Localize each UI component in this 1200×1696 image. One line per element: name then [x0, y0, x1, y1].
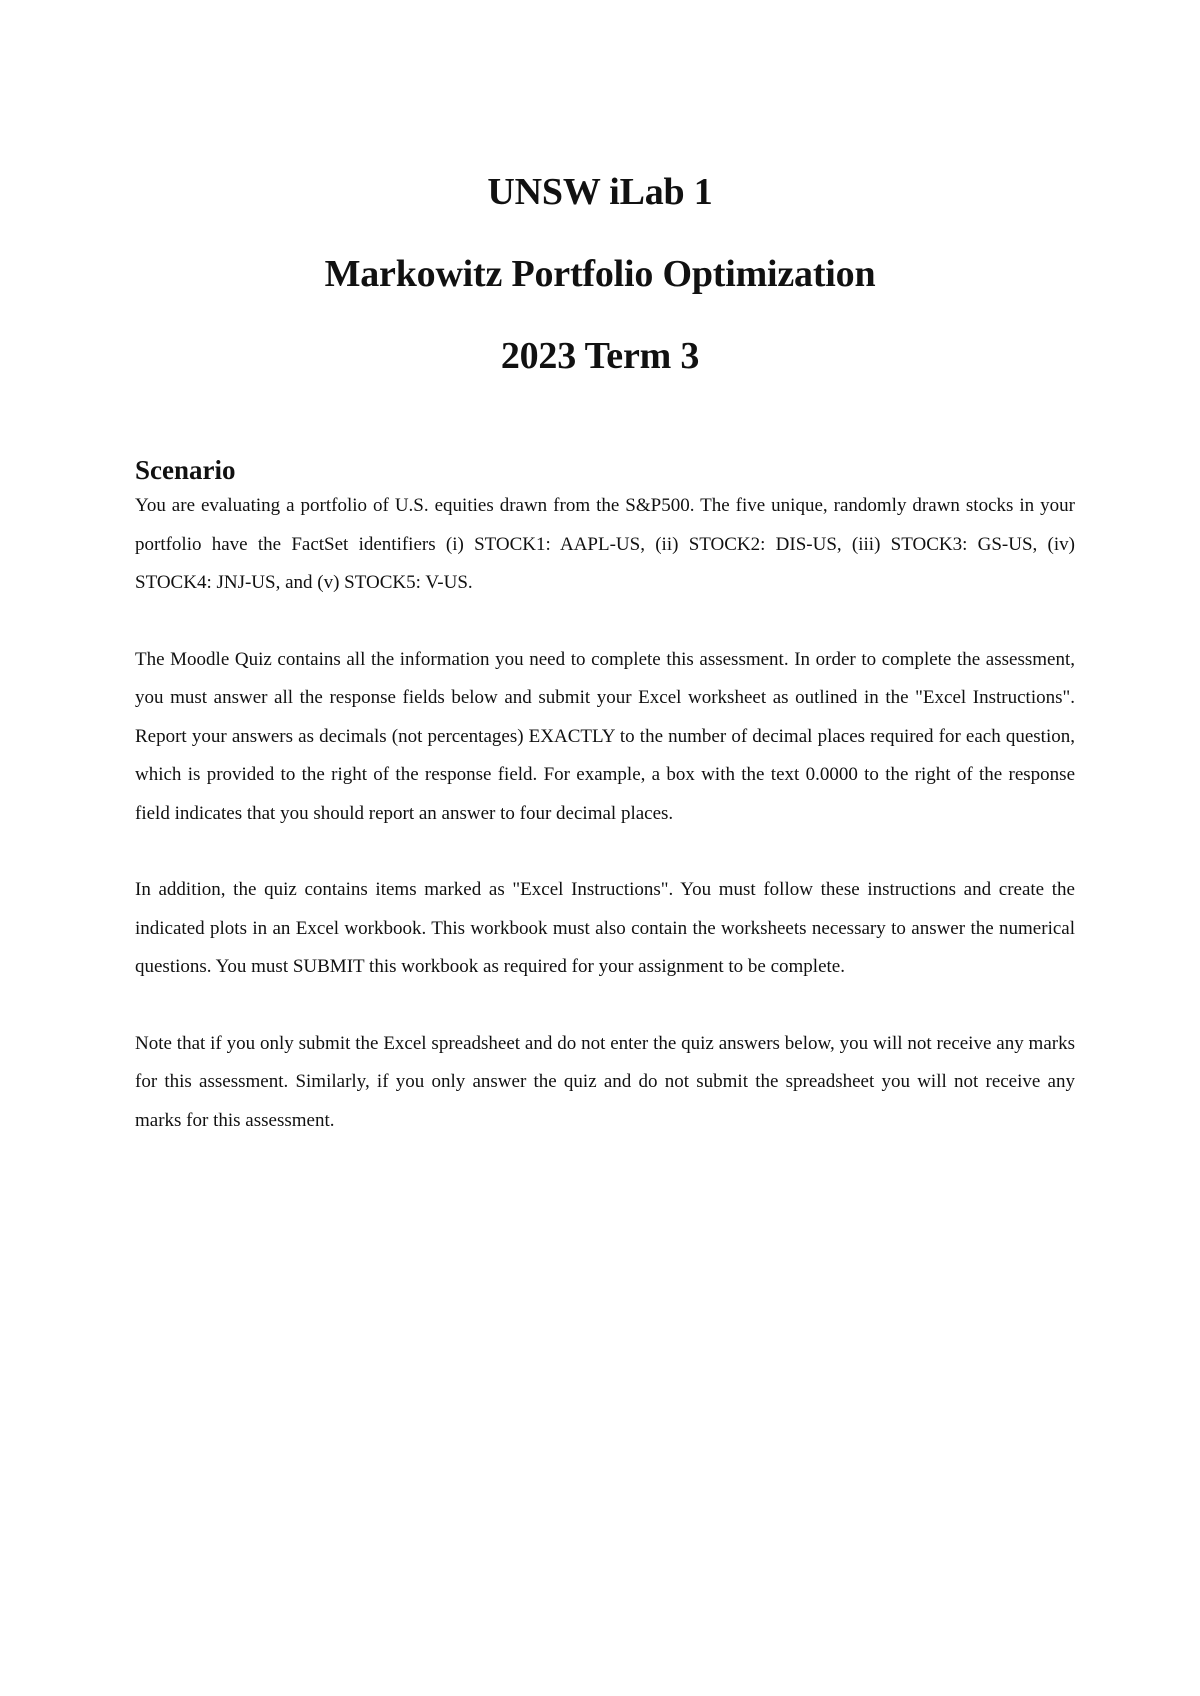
course-title: UNSW iLab 1	[487, 171, 713, 213]
paragraph-submission-note: Note that if you only submit the Excel spreadsheet and do not enter the quiz answers below, you will not receive any marks for this assessment. Similarly, if you only answer the quiz and do not submit the spreadsheet you will not receive any marks for this assessment.	[135, 1032, 1075, 1131]
paragraph-excel-instructions: In addition, the quiz contains items marked as "Excel Instructions". You must follow these instructions and create the indicated plots in an Excel workbook. This workbook must also contain the worksheets necessary to answer the numerical questions. You must SUBMIT this workbook as required for your assignment to be complete.	[135, 879, 1075, 977]
term-title: 2023 Term 3	[500, 335, 700, 377]
section-heading-scenario: Scenario	[135, 455, 236, 485]
scenario-section	[135, 454, 1075, 1140]
title-block	[0, 170, 1200, 378]
assessment-title: Markowitz Portfolio Optimization	[324, 253, 876, 295]
paragraph-portfolio: You are evaluating a portfolio of U.S. equities drawn from the S&P500. The five unique, randomly drawn stocks in your portfolio have the FactSet identifiers (i) STOCK1: AAPL-US, (ii) STOCK2: DIS-US, (iii) STOCK3: GS-US, (iv) STOCK4: JNJ-US, and (v) STOCK5: V-US.	[135, 495, 1075, 593]
paragraph-moodle-quiz: The Moodle Quiz contains all the information you need to complete this assessment. In order to complete the assessment, you must answer all the response fields below and submit your Excel worksheet as outlined in the "Excel Instructions". Report your answers as decimals (not percentages) EXACTLY to the number of decimal places required for each question, which is provided to the right of the response field. For example, a box with the text 0.0000 to the right of the response field indicates that you should report an answer to four decimal places.	[135, 648, 1075, 824]
